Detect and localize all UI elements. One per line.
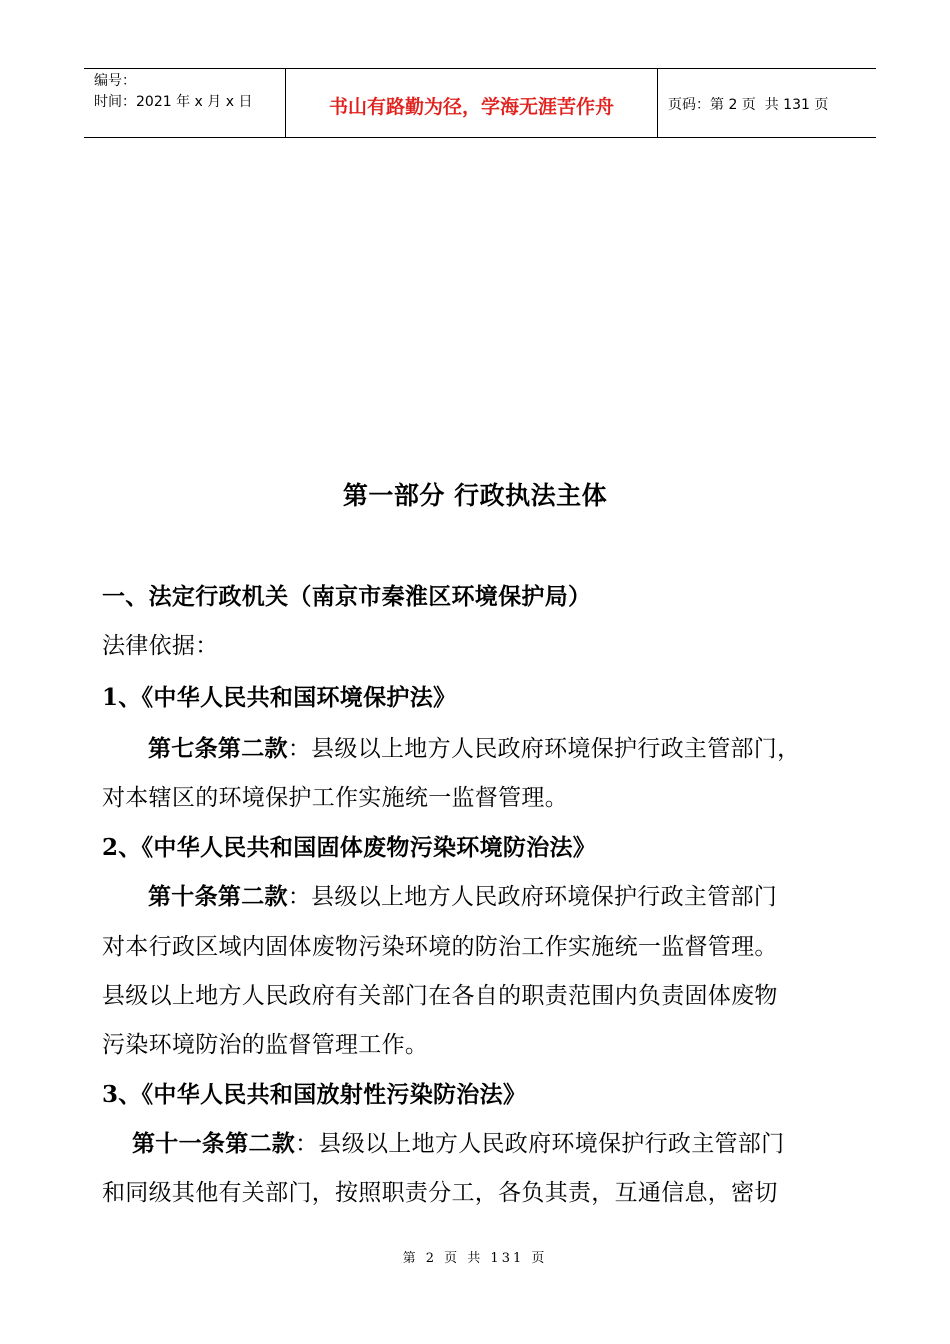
header-page-cell xyxy=(658,69,876,137)
page-info: 页码：第 2 页 共 131 页 xyxy=(668,97,829,113)
law3-clause-text-2: 和同级其他有关部门，按照职责分工，各负其责，互通信息，密切 xyxy=(102,1180,778,1206)
section-heading: 一、法定行政机关（南京市秦淮区环境保护局） xyxy=(102,583,592,610)
header-meta-cell xyxy=(84,69,286,137)
law1-clause-label: 第七条第二款 xyxy=(148,735,288,762)
header-motto-cell xyxy=(286,69,658,137)
law2-clause-text-4: 污染环境防治的监督管理工作。 xyxy=(102,1032,429,1058)
law3-clause-label: 第十一条第二款 xyxy=(132,1130,296,1157)
law2-clause-text-1: ：县级以上地方人民政府环境保护行政主管部门 xyxy=(287,884,778,910)
law2-clause-text-3: 县级以上地方人民政府有关部门在各自的职责范围内负责固体废物 xyxy=(102,983,778,1009)
law1-clause-text-1: ：县级以上地方人民政府环境保护行政主管部门， xyxy=(287,736,801,762)
law1-clause-line-1 xyxy=(148,730,800,763)
law3-clause-text-1: ：县级以上地方人民政府环境保护行政主管部门 xyxy=(295,1131,785,1157)
part-title: 第一部分 行政执法主体 xyxy=(342,481,608,510)
law2-clause-text-2: 对本行政区域内固体废物污染环境的防治工作实施统一监督管理。 xyxy=(102,934,778,960)
law-title-1: 1、《中华人民共和国环境保护法》 xyxy=(102,684,457,711)
law-title-3: 3、《中华人民共和国放射性污染防治法》 xyxy=(102,1081,527,1108)
page-footer: 第 2 页 共 131 页 xyxy=(402,1251,548,1266)
law-title-2: 2、《中华人民共和国固体废物污染环境防治法》 xyxy=(102,834,597,861)
law2-clause-line-1 xyxy=(148,878,777,911)
code-label: 编号： xyxy=(94,73,136,89)
time-line: 时间：2021 年 x 月 x 日 xyxy=(94,94,253,110)
law2-clause-label: 第十条第二款 xyxy=(148,883,288,910)
basis-label: 法律依据： xyxy=(102,633,219,659)
motto-text: 书山有路勤为径，学海无涯苦作舟 xyxy=(328,95,614,118)
page-header xyxy=(84,68,876,138)
law3-clause-line-1 xyxy=(132,1125,784,1158)
law1-clause-text-2: 对本辖区的环境保护工作实施统一监督管理。 xyxy=(102,785,568,811)
